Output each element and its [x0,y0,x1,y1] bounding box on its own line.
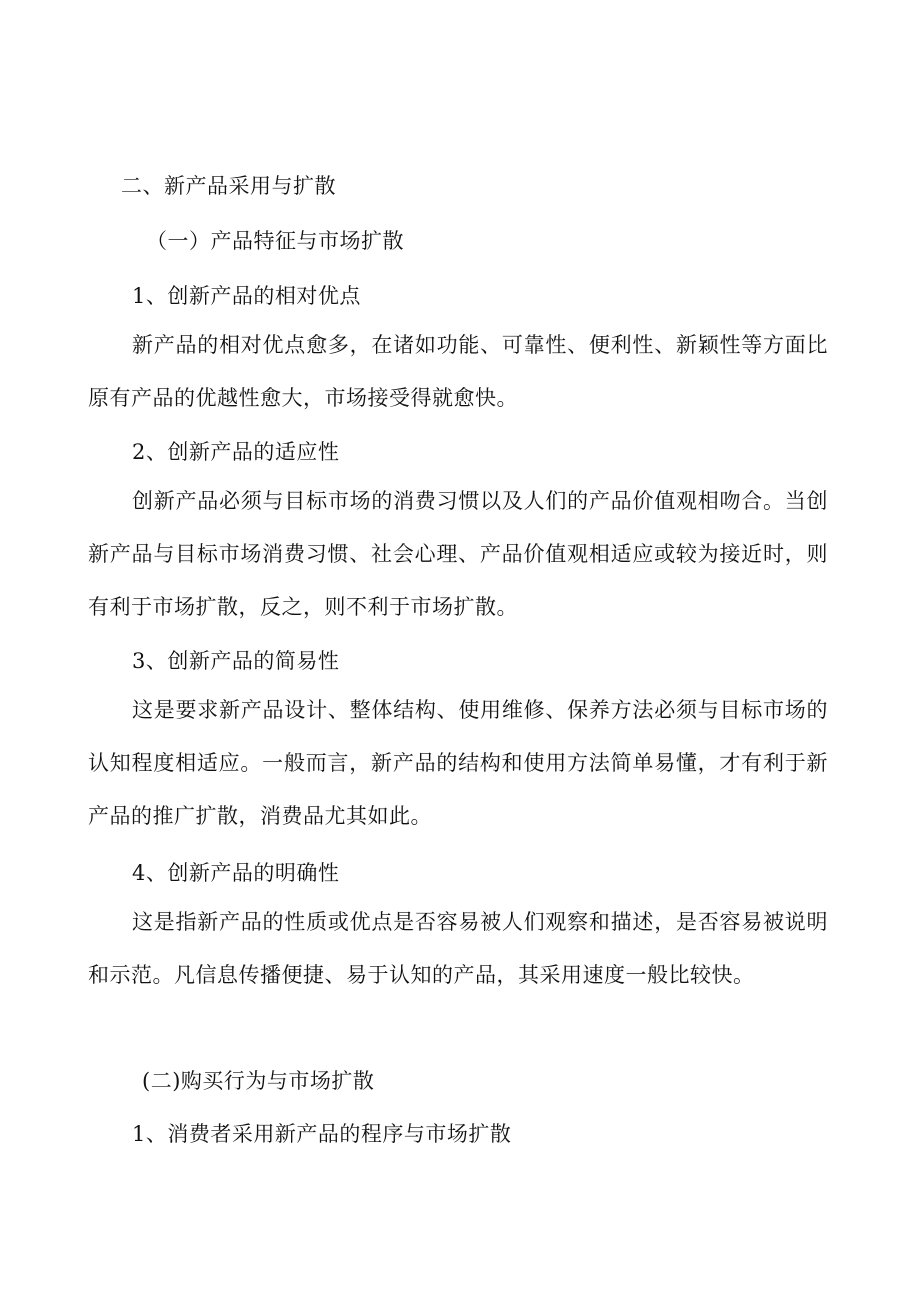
item-1-title: 1、创新产品的相对优点 [132,284,361,308]
item-1-body: 新产品的相对优点愈多，在诸如功能、可靠性、便利性、新颖性等方面比原有产品的优越性愈大，市场接受得就愈快。 [88,333,828,410]
item-2-body: 创新产品必须与目标市场的消费习惯以及人们的产品价值观相吻合。当创新产品与目标市场消费习惯、社会心理、产品价值观相适应或较为接近时，则有利于市场扩散，反之，则不利于市场扩散。 [88,489,828,619]
item-5-title: 1、消费者采用新产品的程序与市场扩散 [132,1122,512,1146]
item-3-body: 这是要求新产品设计、整体结构、使用维修、保养方法必须与目标市场的认知程度相适应。一般而言，新产品的结构和使用方法简单易懂，才有利于新产品的推广扩散，消费品尤其如此。 [88,698,828,828]
item-3-title: 3、创新产品的简易性 [132,649,340,673]
subsection-heading-2: (二)购买行为与市场扩散 [142,1069,375,1093]
subsection-heading-1: （一）产品特征与市场扩散 [146,229,404,253]
item-4-title: 4、创新产品的明确性 [132,861,340,885]
section-heading: 二、新产品采用与扩散 [121,174,336,198]
item-2-title: 2、创新产品的适应性 [132,440,340,464]
item-4-body: 这是指新产品的性质或优点是否容易被人们观察和描述，是否容易被说明和示范。凡信息传播便捷、易于认知的产品，其采用速度一般比较快。 [88,910,828,987]
